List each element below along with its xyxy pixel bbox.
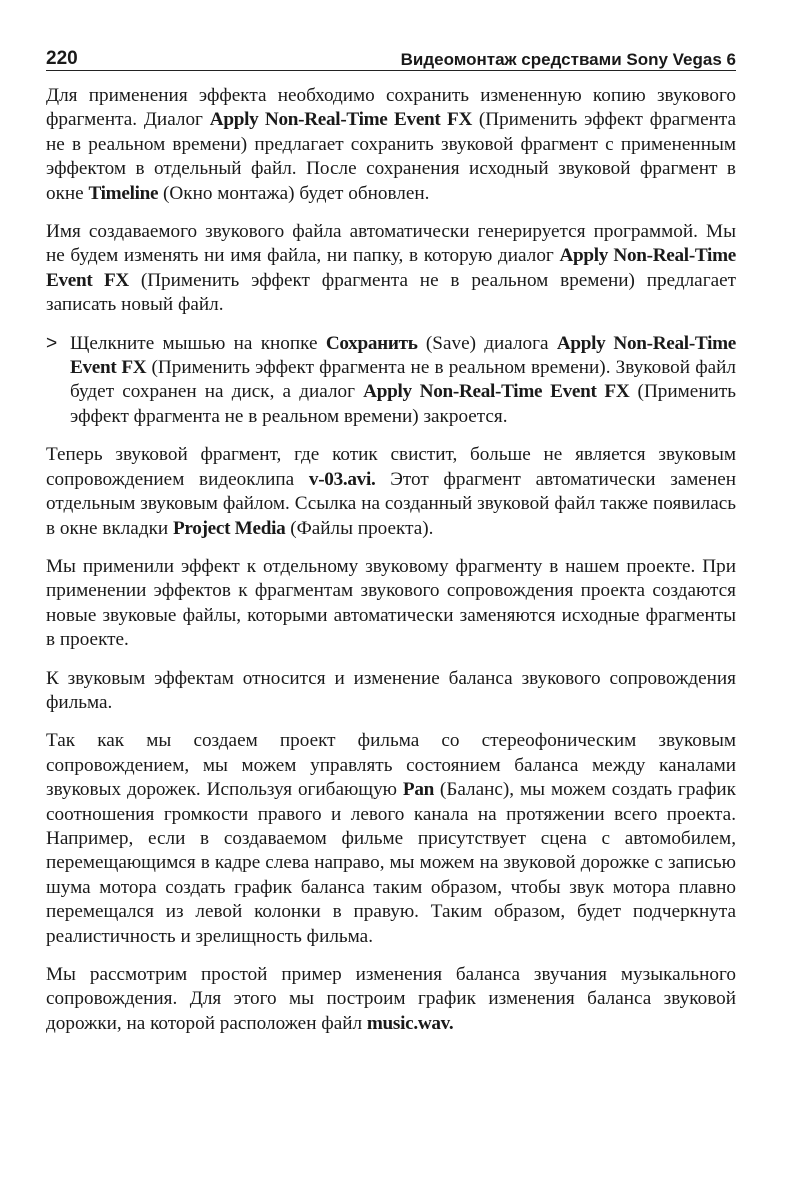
page-number: 220 bbox=[46, 48, 78, 69]
text: Для применения эффекта необходимо сохранить измененную копию звукового фрагмента. Диалог bbox=[46, 85, 736, 131]
text: Теперь звуковой фрагмент, где котик свистит, больше не является звуковым сопровождением видеоклипа bbox=[46, 444, 736, 490]
text: К звуковым эффектам относится и изменение баланса звукового сопровождения фильма. bbox=[46, 667, 736, 713]
text: (Применить эффект фрагмента не в реальном времени) предлагает сохранить звуковой фрагмент с примененным эффектом в отдельный файл. После сохранения исходный звуковой фрагмент в окне bbox=[46, 109, 736, 204]
page-body bbox=[46, 84, 736, 1050]
text: (Баланс), мы можем создать график соотношения громкости правого и левого канала на протяжении всего проекта. Например, если в создаваемом фильме присутствует сцена с автомобилем, перемещающимся в кадре слева направо, мы можем на звуковой дорожке с записью шума мотора создать график баланса таким образом, чтобы звук мотора плавно перемещался из левой колонки в правую. Таким образом, будет подчеркнута реалистичность и зрелищность фильма. bbox=[46, 779, 736, 947]
dialog-name: Apply Non-Real-Time Event FX bbox=[209, 109, 472, 131]
paragraph-7 bbox=[46, 963, 736, 1036]
text: (Окно монтажа) будет обновлен. bbox=[158, 182, 430, 204]
window-name: Timeline bbox=[88, 182, 159, 204]
text: (Применить эффект фрагмента не в реальном времени) предлагает записать новый файл. bbox=[46, 269, 736, 316]
paragraph-4 bbox=[46, 555, 736, 653]
step-item bbox=[46, 332, 736, 430]
envelope-name: Pan bbox=[402, 779, 435, 801]
paragraph-3 bbox=[46, 443, 736, 541]
running-header bbox=[46, 44, 736, 71]
book-title: Видеомонтаж средствами Sony Vegas 6 bbox=[400, 50, 736, 69]
dialog-name: Apply Non-Real-Time Event FX bbox=[46, 245, 736, 291]
dialog-name: Apply Non-Real-Time Event FX bbox=[363, 381, 630, 403]
paragraph-2 bbox=[46, 220, 736, 318]
text: Имя создаваемого звукового файла автоматически генерируется программой. Мы не будем изменять ни имя файла, ни папку, в которую диалог bbox=[46, 221, 736, 267]
text: Мы рассмотрим простой пример изменения баланса звучания музыкального сопровождения. Для этого мы построим график изменения баланса звуковой дорожки, на которой расположен файл bbox=[46, 964, 736, 1034]
text: Этот фрагмент автоматически заменен отдельным звуковым файлом. Ссылка на созданный звуковой файл также появилась в окне вкладки bbox=[46, 468, 736, 539]
file-name: music.wav. bbox=[366, 1012, 454, 1034]
dialog-name: Apply Non-Real-Time Event FX bbox=[70, 332, 737, 379]
paragraph-6 bbox=[46, 729, 736, 949]
step-marker-icon: > bbox=[46, 332, 58, 354]
file-name: v-03.avi. bbox=[308, 468, 376, 490]
text: (Файлы проекта). bbox=[285, 517, 434, 539]
button-name: Сохранить bbox=[325, 332, 418, 354]
paragraph-1 bbox=[46, 84, 736, 206]
text: Щелкните мышью на кнопке bbox=[70, 332, 326, 354]
paragraph-5 bbox=[46, 667, 736, 716]
tab-name: Project Media bbox=[172, 517, 286, 539]
text: (Применить эффект фрагмента не в реальном времени). Звуковой файл будет сохранен на диск, а диалог bbox=[70, 357, 736, 403]
text: (Save) диалога bbox=[417, 332, 557, 354]
text: Мы применили эффект к отдельному звуковому фрагменту в нашем проекте. При применении эффектов к фрагментам звукового сопровождения проекта создаются новые звуковые файлы, которыми автоматически заменяются исходные фрагменты в проекте. bbox=[46, 555, 736, 651]
text: (Применить эффект фрагмента не в реальном времени) закроется. bbox=[70, 381, 736, 427]
text: Так как мы создаем проект фильма со стереофоническим звуковым сопровождением, мы можем управлять состоянием баланса между каналами звуковых дорожек. Используя огибающую bbox=[46, 730, 736, 801]
